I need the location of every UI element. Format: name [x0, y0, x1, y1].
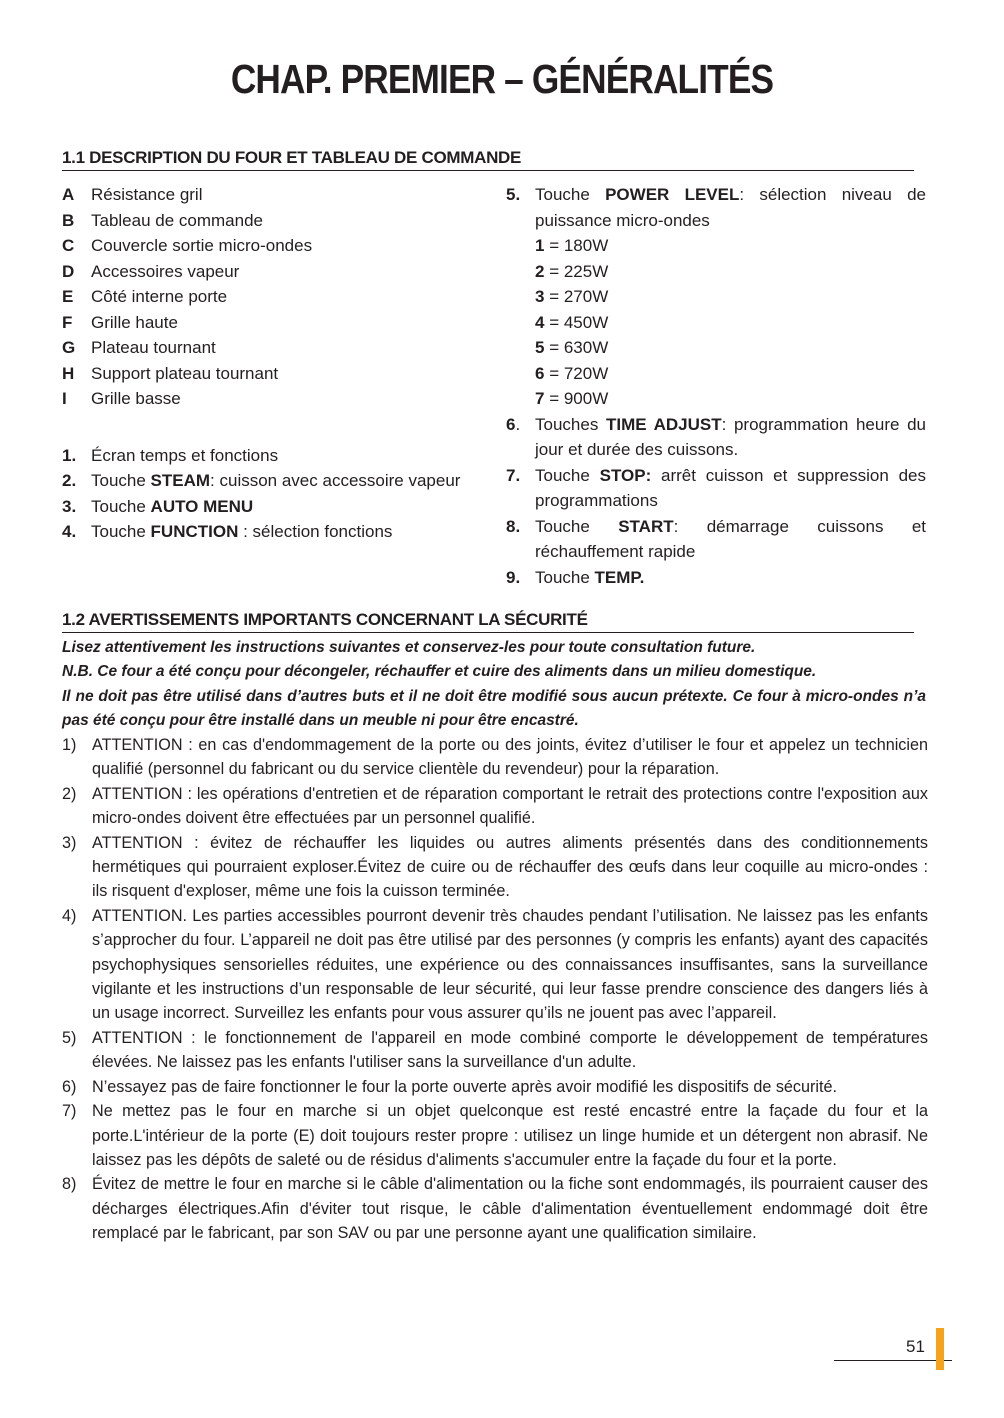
safety-intro	[62, 636, 926, 734]
safety-item	[62, 1099, 928, 1172]
control-item	[506, 412, 926, 463]
safety-item	[62, 782, 928, 831]
control-item-power	[506, 182, 926, 233]
part-key: A	[62, 185, 75, 204]
power-level-value: = 450W	[544, 312, 609, 332]
control-key-sep: .	[515, 414, 521, 434]
control-post: arrêt cuisson et suppression des programmations	[535, 465, 926, 510]
safety-item-text: N’essayez pas de faire fonctionner le four la porte ouverte après avoir modifié les dispositifs de sécurité.	[92, 1077, 838, 1096]
control-text	[535, 412, 926, 463]
footer-rule	[834, 1360, 952, 1361]
part-item	[62, 259, 482, 285]
control-key-number: 6	[506, 414, 516, 434]
section-heading-description: 1.1 DESCRIPTION DU FOUR ET TABLEAU DE COMMANDE	[62, 148, 914, 171]
control-key: 3.	[62, 496, 77, 516]
intro-line: N.B. Ce four a été conçu pour décongeler, réchauffer et cuire des aliments dans un milieu domestique.	[62, 663, 817, 681]
safety-item	[62, 904, 928, 1026]
control-pre: Touche	[91, 496, 151, 516]
safety-item	[62, 733, 928, 782]
part-item	[62, 335, 482, 361]
power-level-number: 1	[535, 236, 545, 255]
control-item	[62, 494, 482, 520]
safety-item	[62, 1026, 928, 1075]
safety-item-number: 1)	[62, 736, 77, 754]
control-post: : sélection fonctions	[238, 522, 393, 541]
part-item	[62, 284, 482, 310]
control-button-name: START	[618, 516, 674, 536]
control-button-name: FUNCTION	[150, 522, 239, 541]
power-level-number: 3	[535, 287, 545, 306]
part-key: H	[62, 363, 75, 383]
page-title: CHAP. PREMIER – GÉNÉRALITÉS	[230, 56, 774, 102]
control-button-name: TEMP.	[594, 567, 645, 587]
part-item	[62, 386, 482, 412]
power-level-value: = 720W	[544, 363, 609, 383]
safety-item	[62, 1172, 928, 1245]
control-item	[62, 468, 482, 494]
part-label: Côté interne porte	[91, 287, 228, 306]
intro-line: Il ne doit pas être utilisé dans d’autres buts et il ne doit être modifié sous aucun prétexte. Ce four à micro-ondes n’a pas été conçu pour être installé dans un meuble ni pour être encastré.	[62, 687, 926, 730]
control-post: : démarrage cuissons et réchauffement rapide	[535, 516, 926, 561]
safety-item-text: ATTENTION : en cas d'endommagement de la porte ou des joints, évitez d’utiliser le four et appelez un technicien qualifié (personnel du fabricant ou du service clientèle du revendeur) pour la réparation.	[92, 736, 928, 779]
control-button-name: AUTO MENU	[150, 496, 254, 516]
page-number: 51	[906, 1337, 925, 1356]
part-label: Grille basse	[91, 389, 181, 408]
safety-item-number: 7)	[62, 1102, 77, 1121]
power-level-row	[506, 386, 926, 412]
part-label: Résistance gril	[91, 185, 203, 204]
control-text	[535, 565, 926, 591]
part-item	[62, 208, 482, 234]
safety-item-text: ATTENTION : évitez de réchauffer les liquides ou autres aliments présentés dans des conditionnements hermétiques qui pourraient exploser.Évitez de cuire ou de réchauffer des œufs dans leur coquille au micro-ondes : ils risquent d'exploser, même une fois la cuisson terminée.	[92, 833, 928, 901]
control-text	[91, 519, 392, 545]
power-level-value: = 270W	[544, 287, 609, 306]
control-key: 9.	[506, 567, 521, 587]
control-item	[506, 514, 926, 565]
part-label: Couvercle sortie micro-ondes	[91, 236, 313, 255]
control-pre: Écran temps et fonctions	[91, 445, 279, 465]
safety-item-number: 3)	[62, 833, 77, 852]
power-level-row	[506, 335, 926, 361]
safety-item-text: Ne mettez pas le four en marche si un objet quelconque est resté encastré entre la façade du four et la porte.L'intérieur de la porte (E) doit toujours rester propre : utilisez un linge humide et un détergent non abrasif. Ne laissez pas les dépôts de saleté ou de résidus d'aliments s'accumuler entre la façade du four et la porte.	[92, 1102, 928, 1169]
control-key: 4.	[62, 522, 77, 541]
safety-list	[62, 733, 928, 1246]
power-level-value: = 630W	[544, 338, 609, 357]
control-pre: Touche	[535, 516, 619, 536]
safety-item-text: ATTENTION. Les parties accessibles pourront devenir très chaudes pendant l’utilisation. Ne laissez pas les enfants s’approcher du four. L’appareil ne doit pas être utilisé par des personnes (y compris les enfants) ayant des capacités psychophysiques sensorielles réduites, une expérience ou des connaissances insuffisantes, sans la surveillance vigilante et les instructions d’un responsable de leur sécurité, qui leur fasse prendre conscience des dangers liés à un usage incorrect. Surveillez les enfants pour vous assurer qu’ils ne jouent pas avec l’appareil.	[92, 906, 928, 1023]
control-pre: Touche	[91, 471, 151, 490]
left-column	[62, 182, 482, 545]
part-label: Grille haute	[91, 312, 178, 332]
power-level-number: 4	[535, 312, 545, 332]
control-button-name: TIME ADJUST	[605, 414, 722, 434]
control-pre: Touche	[535, 567, 595, 587]
control-pre: Touche	[91, 522, 151, 541]
power-level-value: = 225W	[544, 261, 609, 281]
power-level-number: 6	[535, 363, 545, 383]
part-key: B	[62, 210, 75, 230]
intro-line: Lisez attentivement les instructions suivantes et conservez-les pour toute consultation future.	[62, 639, 756, 656]
control-pre: Touche	[535, 185, 606, 204]
control-item	[506, 463, 926, 514]
accent-bar	[936, 1328, 944, 1370]
power-level-value: = 900W	[544, 389, 609, 408]
part-key: F	[62, 312, 73, 332]
control-key: 2.	[62, 471, 77, 490]
control-item	[62, 443, 482, 469]
part-label: Support plateau tournant	[91, 363, 279, 383]
safety-item-number: 5)	[62, 1028, 77, 1047]
control-pre: Touche	[535, 465, 600, 485]
control-key: 5.	[506, 185, 521, 204]
control-key: 8.	[506, 516, 521, 536]
safety-item	[62, 1075, 928, 1099]
power-level-row	[506, 284, 926, 310]
spacer	[62, 412, 482, 443]
power-level-row	[506, 361, 926, 387]
part-label: Tableau de commande	[91, 210, 264, 230]
part-label: Accessoires vapeur	[91, 261, 240, 281]
power-level-number: 2	[535, 261, 545, 281]
control-item	[506, 565, 926, 591]
right-column	[506, 182, 926, 590]
safety-item-text: ATTENTION : les opérations d'entretien et de réparation comportant le retrait des protections contre l'exposition aux micro-ondes doivent être effectuées par un personnel qualifié.	[92, 784, 928, 828]
control-button-name: STEAM	[150, 471, 211, 490]
control-key: 1.	[62, 445, 77, 465]
power-level-number: 5	[535, 338, 545, 357]
control-text	[91, 468, 460, 494]
control-text	[91, 443, 278, 469]
safety-item-text: ATTENTION : le fonctionnement de l'appareil en mode combiné comporte le développement de températures élevées. Ne laissez pas les enfants l'utiliser sans la surveillance d'un adulte.	[92, 1028, 928, 1072]
part-label: Plateau tournant	[91, 338, 216, 357]
control-text	[535, 182, 926, 233]
control-key	[506, 412, 535, 463]
power-level-row	[506, 310, 926, 336]
part-key: C	[62, 236, 75, 255]
safety-item-number: 8)	[62, 1175, 77, 1194]
control-post: : cuisson avec accessoire vapeur	[210, 471, 461, 490]
safety-item-number: 4)	[62, 906, 77, 925]
part-key: G	[62, 338, 76, 357]
safety-item-number: 6)	[62, 1077, 77, 1096]
part-item	[62, 233, 482, 259]
part-key: E	[62, 287, 74, 306]
control-post: : sélection niveau de puissance micro-ondes	[535, 185, 926, 230]
control-post: : programmation heure du jour et durée des cuissons.	[535, 414, 926, 459]
control-text	[535, 463, 926, 514]
part-key: D	[62, 261, 75, 281]
power-level-row	[506, 233, 926, 259]
part-item	[62, 182, 482, 208]
control-key: 7.	[506, 465, 521, 485]
control-item	[62, 519, 482, 545]
part-item	[62, 361, 482, 387]
control-pre: Touches	[535, 414, 606, 434]
part-item	[62, 310, 482, 336]
safety-item-text: Évitez de mettre le four en marche si le câble d'alimentation ou la fiche sont endommagés, ils pourraient causer des décharges électriques.Afin d'éviter tout risque, le câble d'alimentation éventuellement endommagé doit être remplacé par le fabricant, par son SAV ou par une personne ayant une qualification similaire.	[92, 1175, 928, 1243]
safety-item-number: 2)	[62, 784, 77, 803]
control-text	[91, 494, 253, 520]
control-text	[535, 514, 926, 565]
power-level-number: 7	[535, 389, 545, 408]
power-level-value: = 180W	[544, 236, 609, 255]
part-key: I	[62, 389, 67, 408]
control-button-name: POWER LEVEL	[605, 185, 740, 204]
safety-item	[62, 831, 928, 904]
power-level-row	[506, 259, 926, 285]
section-heading-safety: 1.2 AVERTISSEMENTS IMPORTANTS CONCERNANT LA SÉCURITÉ	[62, 610, 914, 633]
control-button-name: STOP:	[599, 465, 652, 485]
